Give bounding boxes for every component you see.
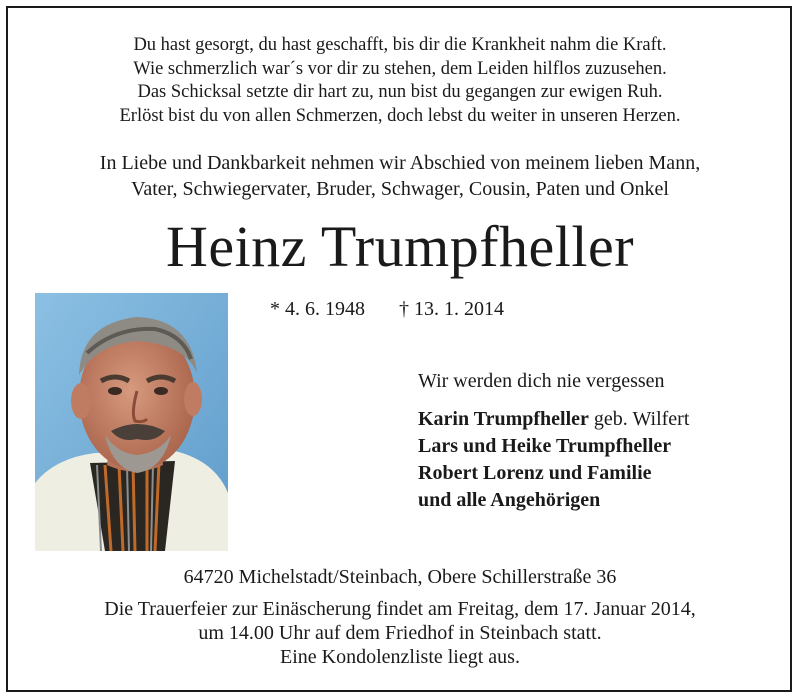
service-line: Die Trauerfeier zur Einäscherung findet am Freitag, dem 17. Januar 2014, — [104, 598, 696, 620]
mourner-line: Lars und Heike Trumpfheller — [418, 435, 672, 457]
poem — [0, 34, 800, 128]
funeral-service-info — [0, 597, 800, 669]
maiden-name: geb. Wilfert — [588, 408, 690, 430]
death-date: † 13. 1. 2014 — [399, 298, 504, 320]
mourner-line — [418, 406, 689, 433]
service-line: Eine Kondolenzliste liegt aus. — [280, 646, 520, 668]
mourner-line: und alle Angehörigen — [418, 489, 601, 511]
memory-line: Wir werden dich nie vergessen — [418, 370, 665, 392]
intro-line: In Liebe und Dankbarkeit nehmen wir Abschied von meinem lieben Mann, — [99, 152, 701, 174]
service-line: um 14.00 Uhr auf dem Friedhof in Steinbach statt. — [198, 622, 602, 644]
mourner-line: Robert Lorenz und Familie — [418, 462, 652, 484]
mourners-list — [418, 406, 689, 514]
address: 64720 Michelstadt/Steinbach, Obere Schillerstraße 36 — [183, 566, 617, 588]
deceased-name: Heinz Trumpfheller — [165, 214, 635, 279]
poem-line: Das Schicksal setzte dir hart zu, nun bist du gegangen zur ewigen Ruh. — [137, 82, 663, 102]
intro-line: Vater, Schwiegervater, Bruder, Schwager, Cousin, Paten und Onkel — [131, 178, 669, 200]
birth-date: * 4. 6. 1948 — [270, 298, 365, 320]
life-dates — [270, 296, 504, 322]
intro-text — [0, 150, 800, 202]
poem-line: Erlöst bist du von allen Schmerzen, doch lebst du weiter in unseren Herzen. — [119, 105, 681, 126]
portrait-photo — [35, 293, 228, 551]
poem-line: Du hast gesorgt, du hast geschafft, bis dir die Krankheit nahm die Kraft. — [133, 35, 667, 55]
poem-line: Wie schmerzlich war´s vor dir zu stehen, dem Leiden hilflos zuzusehen. — [133, 58, 667, 79]
mourner-name: Karin Trumpfheller — [418, 408, 589, 430]
